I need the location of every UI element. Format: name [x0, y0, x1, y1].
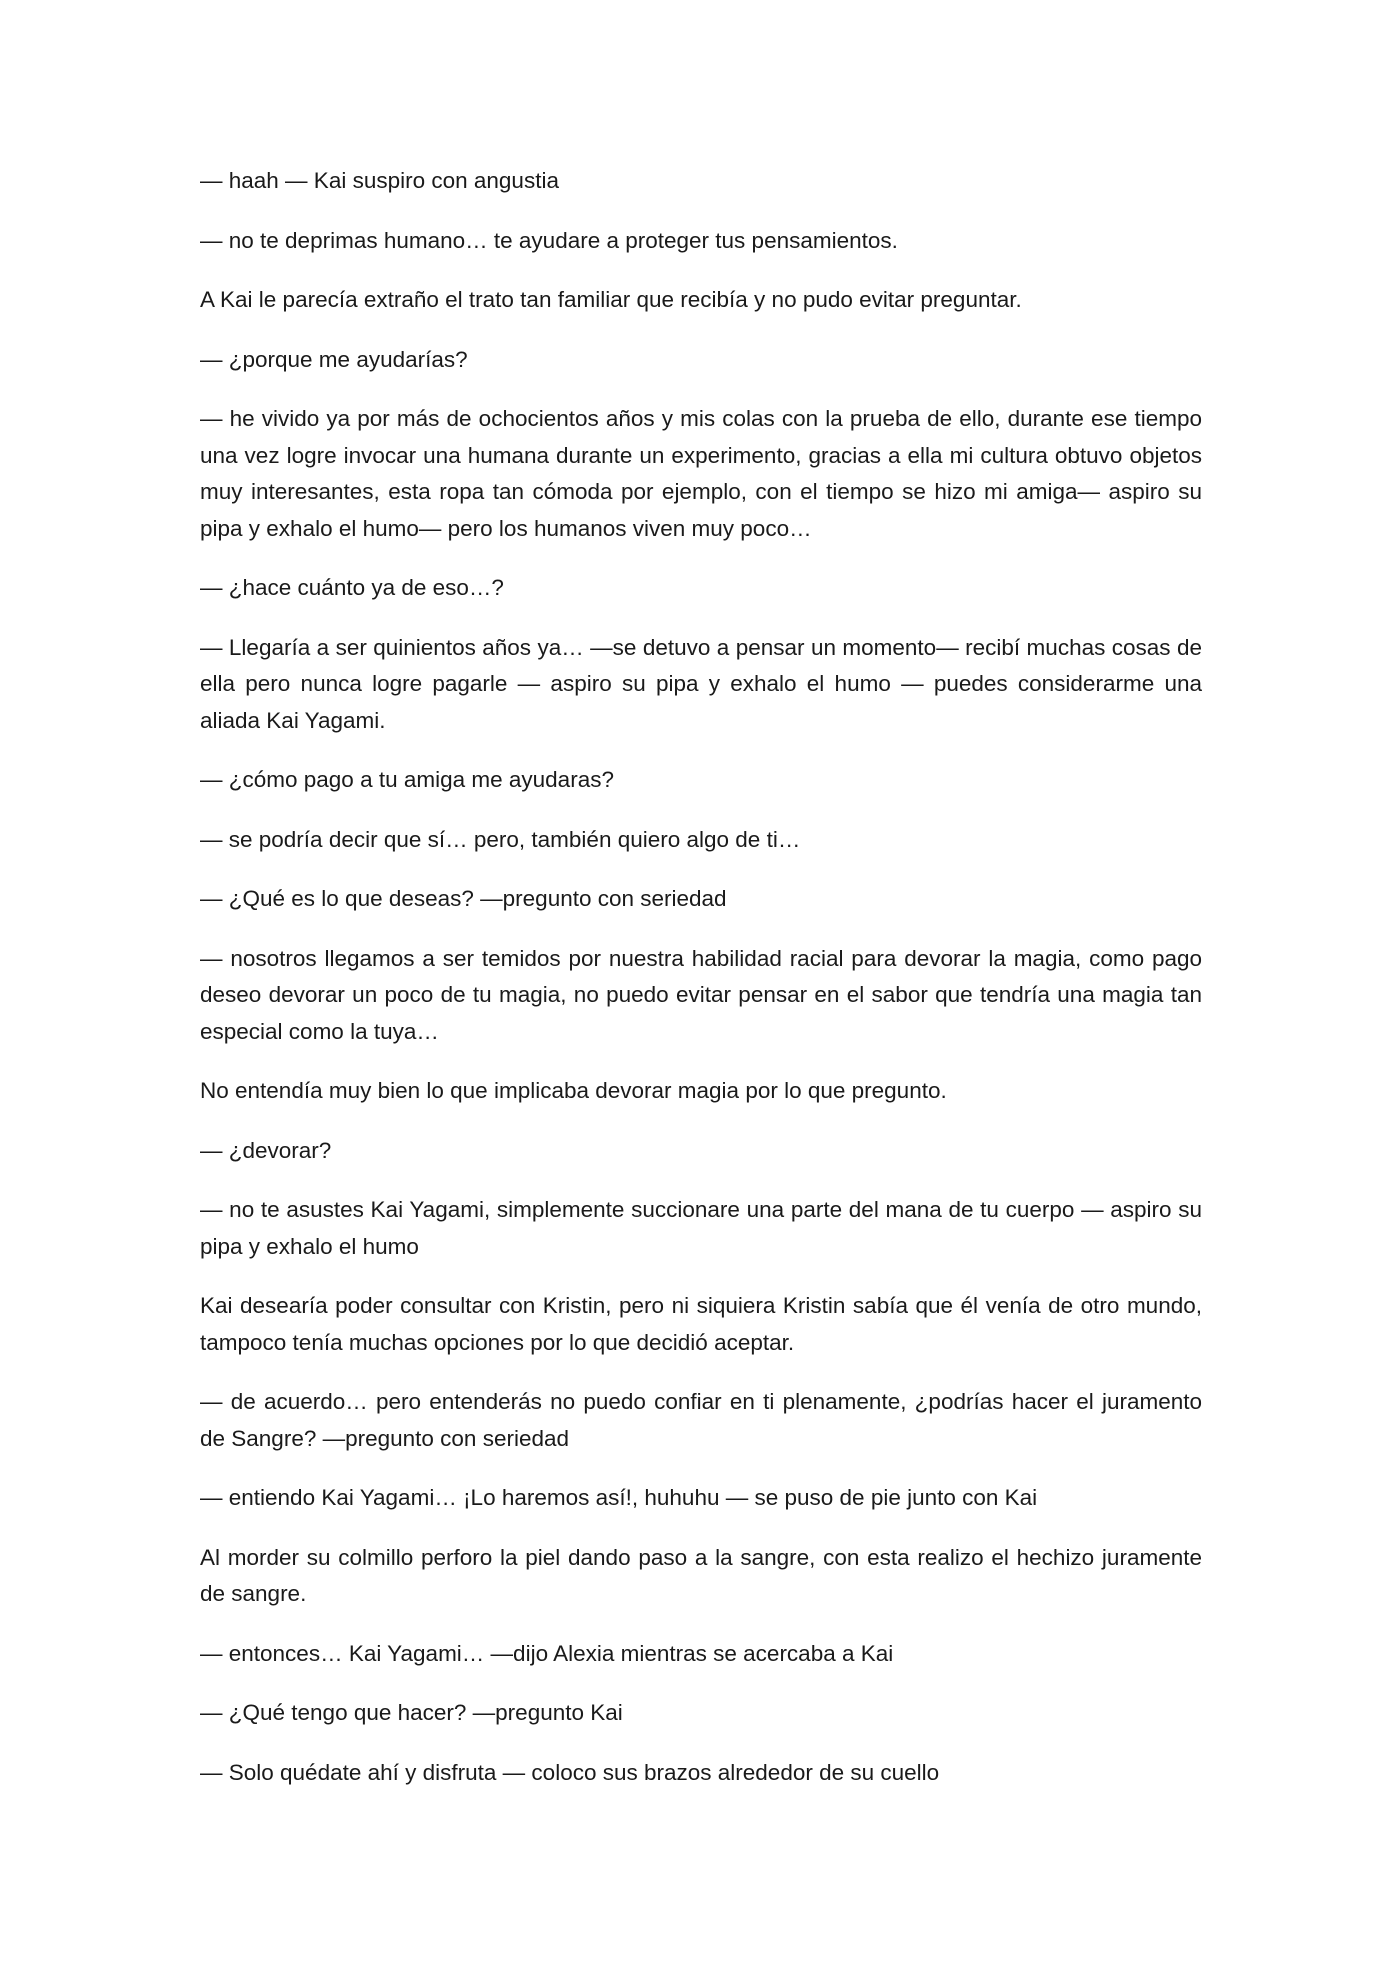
- paragraph: A Kai le parecía extraño el trato tan familiar que recibía y no pudo evitar preguntar.: [200, 287, 1022, 312]
- document-page: [200, 163, 1202, 1814]
- paragraph: — ¿hace cuánto ya de eso…?: [200, 575, 504, 600]
- paragraph: — se podría decir que sí… pero, también quiero algo de ti…: [200, 826, 801, 852]
- paragraph: — ¿Qué tengo que hacer? —pregunto Kai: [200, 1700, 623, 1725]
- paragraph: — no te deprimas humano… te ayudare a proteger tus pensamientos.: [200, 227, 898, 253]
- paragraph: — ¿Qué es lo que deseas? —pregunto con seriedad: [200, 886, 727, 911]
- paragraph: — ¿devorar?: [200, 1137, 332, 1163]
- paragraph: — Llegaría a ser quinientos años ya… —se detuvo a pensar un momento— recibí muchas cosas de ella pero nunca logre pagarle — aspiro su pipa y exhalo el humo — puedes considerarme una aliada Kai Yagami.: [200, 634, 1202, 733]
- paragraph: — no te asustes Kai Yagami, simplemente succionare una parte del mana de tu cuerpo — aspiro su pipa y exhalo el humo: [200, 1197, 1202, 1259]
- paragraph: Al morder su colmillo perforo la piel dando paso a la sangre, con esta realizo el hechizo juramente de sangre.: [200, 1544, 1202, 1606]
- paragraph: — entiendo Kai Yagami… ¡Lo haremos así!, huhuhu — se puso de pie junto con Kai: [200, 1485, 1038, 1510]
- paragraph: — nosotros llegamos a ser temidos por nuestra habilidad racial para devorar la magia, como pago deseo devorar un poco de tu magia, no puedo evitar pensar en el sabor que tendría una magia tan especial como la tuya…: [200, 945, 1202, 1044]
- paragraph: Kai desearía poder consultar con Kristin, pero ni siquiera Kristin sabía que él venía de otro mundo, tampoco tenía muchas opciones por lo que decidió aceptar.: [200, 1293, 1202, 1355]
- paragraph: — Solo quédate ahí y disfruta — coloco sus brazos alrededor de su cuello: [200, 1759, 940, 1785]
- paragraph: — he vivido ya por más de ochocientos años y mis colas con la prueba de ello, durante ese tiempo una vez logre invocar una humana durante un experimento, gracias a ella mi cultura obtuvo objetos muy interesantes, esta ropa tan cómoda por ejemplo, con el tiempo se hizo mi amiga— aspiro su pipa y exhalo el humo— pero los humanos viven muy poco…: [200, 406, 1202, 541]
- paragraph: No entendía muy bien lo que implicaba devorar magia por lo que pregunto.: [200, 1078, 947, 1103]
- paragraph: — entonces… Kai Yagami… —dijo Alexia mientras se acercaba a Kai: [200, 1640, 894, 1666]
- paragraph: — de acuerdo… pero entenderás no puedo confiar en ti plenamente, ¿podrías hacer el juramento de Sangre? —pregunto con seriedad: [200, 1389, 1202, 1451]
- paragraph: — ¿porque me ayudarías?: [200, 346, 468, 372]
- paragraph: — ¿cómo pago a tu amiga me ayudaras?: [200, 767, 614, 792]
- paragraph: — haah — Kai suspiro con angustia: [200, 168, 559, 193]
